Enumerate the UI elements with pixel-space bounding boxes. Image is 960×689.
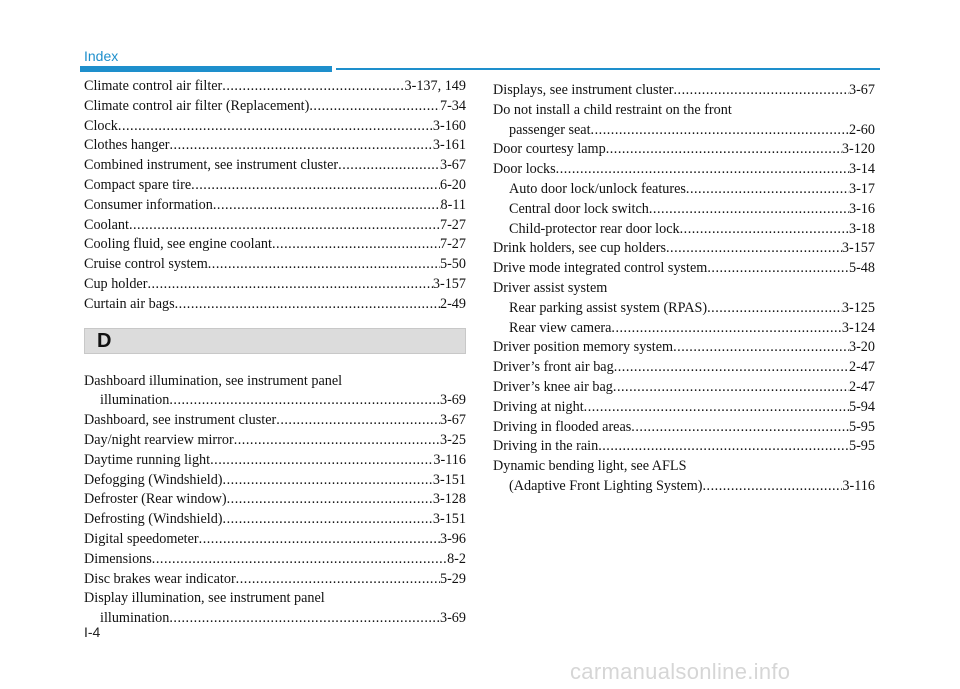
entry-label: Climate control air filter (84, 78, 223, 94)
entry-page-ref: 3-69 (439, 610, 466, 627)
entry-label: Defroster (Rear window) (84, 491, 227, 508)
index-entry (493, 338, 875, 358)
index-entry (84, 550, 466, 570)
index-entry (493, 180, 875, 200)
entry-page-ref: 5-95 (848, 418, 875, 435)
entry-label: Rear parking assist system (RPAS) (509, 299, 708, 316)
entry-page-ref: 3-67 (439, 157, 466, 174)
dot-leader (223, 510, 433, 530)
dot-leader (175, 295, 440, 315)
header-rule (336, 68, 880, 70)
index-entry-heading: Dashboard illumination, see instrument panel (84, 372, 343, 389)
dot-leader (338, 156, 440, 176)
page-number: I-4 (84, 624, 101, 640)
dot-leader (222, 77, 404, 97)
entry-page-ref: 3-125 (841, 299, 875, 316)
entry-label: (Adaptive Front Lighting System) (509, 477, 703, 494)
entry-page-ref: 3-151 (432, 511, 466, 528)
index-entry (84, 196, 466, 216)
dot-leader (611, 319, 841, 339)
entry-label: Clothes hanger (84, 137, 170, 154)
dot-leader (213, 196, 441, 216)
entry-page-ref: 3-116 (842, 477, 875, 494)
entry-page-ref: 3-157 (841, 240, 875, 257)
watermark: carmanualsonline.info (570, 659, 791, 684)
dot-leader (236, 570, 440, 590)
entry-label: Drink holders, see cup holders (493, 240, 666, 257)
dot-leader (591, 121, 849, 141)
entry-label: Coolant (84, 216, 129, 233)
index-entry (84, 255, 466, 275)
index-entry-heading: Driver assist system (493, 279, 608, 296)
entry-page-ref: 7-27 (439, 236, 466, 253)
entry-page-ref: 5-29 (439, 570, 466, 587)
index-entry (84, 609, 466, 629)
dot-leader (673, 338, 849, 358)
entry-page-ref: 3-124 (841, 319, 875, 336)
index-entry (84, 156, 466, 176)
index-entry (493, 81, 875, 101)
index-entry (493, 220, 875, 240)
index-entry (84, 391, 466, 411)
index-entry (493, 239, 875, 259)
header-title: Index (84, 48, 119, 64)
entry-label: Cruise control system (84, 256, 208, 273)
entry-label: Drive mode integrated control system (493, 260, 708, 277)
entry-page-ref: 2-47 (848, 359, 875, 376)
dot-leader (169, 391, 440, 411)
section-letter: D (97, 329, 112, 352)
index-entry (493, 200, 875, 220)
entry-label: Driving at night (493, 398, 584, 415)
dot-leader (223, 471, 433, 491)
entry-label: illumination (100, 392, 170, 409)
entry-label: Rear view camera (509, 319, 612, 336)
dot-leader (199, 530, 440, 550)
entry-page-ref: 8-11 (440, 196, 466, 213)
index-entry (84, 471, 466, 491)
entry-page-ref: 3-160 (432, 117, 466, 134)
dot-leader (673, 81, 849, 101)
entry-label: Cup holder (84, 275, 148, 292)
entry-page-ref: 3-69 (439, 392, 466, 409)
entry-label: Daytime running light (84, 451, 211, 468)
dot-leader (649, 200, 849, 220)
dot-leader (631, 418, 849, 438)
entry-page-ref: 3-67 (439, 412, 466, 429)
entry-label: Driver position memory system (493, 339, 674, 356)
entry-page-ref: 3-25 (439, 431, 466, 448)
entry-label: Curtain air bags (84, 295, 175, 312)
entry-label: Driving in flooded areas (493, 418, 632, 435)
entry-label: Defrosting (Windshield) (84, 511, 223, 528)
entry-page-ref: 5-50 (439, 256, 466, 273)
entry-label: Door courtesy lamp (493, 141, 606, 158)
entry-label: Auto door lock/unlock features (509, 180, 686, 197)
dot-leader (169, 609, 440, 629)
entry-page-ref: 3-128 (432, 491, 466, 508)
entry-page-ref: 2-49 (439, 295, 466, 312)
dot-leader (118, 117, 433, 137)
entry-label: Door locks (493, 161, 556, 178)
entry-label: Driving in the rain (493, 438, 599, 455)
dot-leader (707, 259, 849, 279)
index-entry (493, 418, 875, 438)
entry-page-ref: 3-116 (433, 451, 466, 468)
section-header-d (84, 328, 466, 354)
index-entry (84, 176, 466, 196)
dot-leader (210, 451, 433, 471)
dot-leader (584, 398, 849, 418)
header-bar (80, 66, 332, 72)
index-entry (84, 117, 466, 137)
index-entry (84, 411, 466, 431)
dot-leader (147, 275, 432, 295)
entry-label: Driver’s knee air bag (493, 378, 613, 395)
entry-page-ref: 6-20 (439, 176, 466, 193)
dot-leader (191, 176, 440, 196)
entry-page-ref: 3-96 (439, 530, 466, 547)
entry-page-ref: 3-16 (848, 200, 875, 217)
index-entry (84, 235, 466, 255)
dot-leader (129, 216, 440, 236)
index-entry (493, 378, 875, 398)
entry-label: Compact spare tire (84, 176, 192, 193)
index-entry-heading: Do not install a child restraint on the front (493, 101, 732, 118)
index-column-left (84, 77, 466, 629)
dot-leader (272, 235, 440, 255)
entry-page-ref: 3-17 (848, 180, 875, 197)
dot-leader (152, 550, 447, 570)
entry-label: Disc brakes wear indicator (84, 570, 236, 587)
dot-leader (556, 160, 849, 180)
entry-label: Climate control air filter (Replacement) (84, 97, 310, 114)
index-entry (84, 431, 466, 451)
entry-label: Dimensions (84, 550, 152, 567)
index-entry (493, 358, 875, 378)
dot-leader (707, 299, 842, 319)
dot-leader (208, 255, 440, 275)
dot-leader (309, 97, 440, 117)
index-entry (84, 490, 466, 510)
entry-label: passenger seat (509, 121, 591, 138)
index-entry-heading: Dynamic bending light, see AFLS (493, 458, 687, 475)
entry-page-ref: 3-18 (848, 220, 875, 237)
dot-leader (666, 239, 842, 259)
index-entry (493, 259, 875, 279)
entry-page-ref: 5-95 (848, 438, 875, 455)
entry-label: Digital speedometer (84, 530, 199, 547)
dot-leader (606, 140, 842, 160)
dot-leader (234, 431, 440, 451)
dot-leader (170, 136, 433, 156)
entry-label: Defogging (Windshield) (84, 471, 223, 488)
entry-label: Combined instrument, see instrument cluster (84, 157, 339, 174)
index-entry (84, 570, 466, 590)
dot-leader (227, 490, 433, 510)
entry-page-ref: 5-94 (848, 398, 875, 415)
entry-page-ref: 7-34 (439, 97, 466, 114)
dot-leader (598, 437, 849, 457)
dot-leader (703, 477, 843, 497)
index-entry (493, 140, 875, 160)
entry-label: Consumer information (84, 196, 213, 213)
index-entry (84, 216, 466, 236)
index-entry-heading: Display illumination, see instrument panel (84, 590, 325, 607)
entry-label: Displays, see instrument cluster (493, 82, 674, 98)
index-entry (84, 510, 466, 530)
entry-page-ref: 3-14 (848, 161, 875, 178)
index-entry (493, 477, 875, 497)
dot-leader (614, 358, 849, 378)
index-entry (84, 275, 466, 295)
index-entry (493, 121, 875, 141)
index-entry (84, 451, 466, 471)
entry-page-ref: 3-137, 149 (404, 78, 466, 94)
index-entry (84, 530, 466, 550)
index-entry (84, 295, 466, 315)
index-entry (493, 160, 875, 180)
index-entry (493, 398, 875, 418)
entry-label: illumination (100, 610, 170, 627)
entry-page-ref: 3-151 (432, 471, 466, 488)
entry-label: Cooling fluid, see engine coolant (84, 236, 272, 253)
entry-label: Driver’s front air bag (493, 359, 614, 376)
index-entry (493, 437, 875, 457)
index-entry (84, 77, 466, 97)
entry-page-ref: 3-120 (841, 141, 875, 158)
entry-page-ref: 5-48 (848, 260, 875, 277)
dot-leader (276, 411, 440, 431)
entry-page-ref: 3-20 (848, 339, 875, 356)
entry-page-ref: 8-2 (447, 550, 466, 567)
index-entry (84, 97, 466, 117)
dot-leader (680, 220, 849, 240)
dot-leader (613, 378, 849, 398)
index-entry (493, 319, 875, 339)
entry-label: Clock (84, 117, 118, 134)
index-entry (84, 136, 466, 156)
entry-label: Dashboard, see instrument cluster (84, 412, 277, 429)
dot-leader (686, 180, 849, 200)
entry-page-ref: 2-47 (848, 378, 875, 395)
entry-label: Day/night rearview mirror (84, 431, 234, 448)
index-column-right (493, 81, 875, 497)
entry-page-ref: 3-67 (848, 82, 875, 98)
entry-page-ref: 3-161 (432, 137, 466, 154)
entry-page-ref: 7-27 (439, 216, 466, 233)
entry-page-ref: 2-60 (848, 121, 875, 138)
entry-label: Child-protector rear door lock (509, 220, 680, 237)
entry-label: Central door lock switch (509, 200, 649, 217)
entry-page-ref: 3-157 (432, 275, 466, 292)
index-entry (493, 299, 875, 319)
